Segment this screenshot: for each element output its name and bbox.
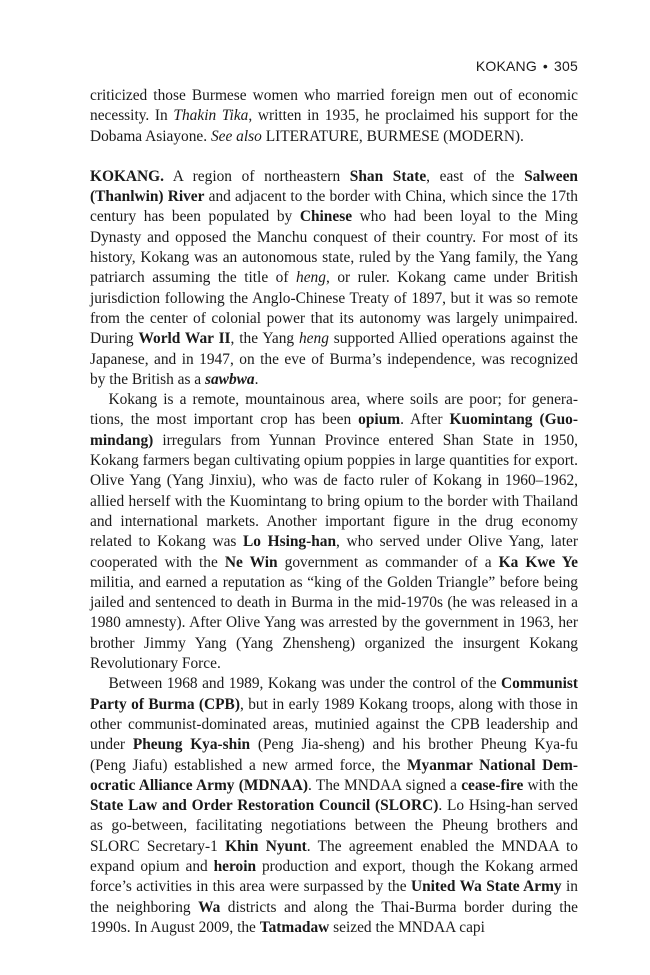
bold-term: Shan State [349, 167, 427, 185]
text-run: government as commander of a [277, 553, 499, 571]
text-run: criticized those Burmese women who married foreign men out of economic necessity. In [90, 87, 578, 125]
bold-term: State Law and Order Restoration Council (SLORC) [90, 797, 439, 815]
see-also-label: See also [210, 127, 262, 145]
text-run: , or ruler. Kokang came under British jurisdiction following the Anglo-Chinese Treaty of 1897, but it was so remote from the center of colonial power that its autonomy was largely unimpaired. During [90, 269, 578, 348]
text-run: in the neighboring [90, 878, 578, 916]
entry-paragraph-3 [90, 674, 578, 938]
text-run: irregulars from Yunnan Province entered Shan State in 1950, Kokang farmers began cultivating opium poppies in large quantities for export. Olive Yang (Yang Jinxiu), who was de facto ruler of Kokang in 1960–1962, allied herself with the Kuomintang to bring opium to the border with Thailand and international markets. Another important figure in the drug economy related to Kokang was [90, 431, 578, 551]
text-run: supported Allied operations against the Japanese, and in 1947, on the eve of Burma’s independence, was recognized by the British as a [90, 330, 578, 388]
text-run: . [254, 370, 259, 388]
text-run: , written in 1935, he proclaimed his support for the Dobama Asiayone. [90, 107, 579, 145]
text-run: districts and along the Thai-Burma border during the 1990s. In August 2009, the [90, 898, 579, 936]
previous-entry-continuation [90, 86, 578, 147]
italic-title: Thakin Tika [173, 107, 249, 125]
running-header [90, 58, 578, 74]
entry-headword: KOKANG. [90, 167, 164, 185]
text-run: . The agreement enabled the MNDAA to expand opium and [90, 837, 578, 875]
bold-term: Ne Win [224, 553, 278, 571]
text-run: , who served under Olive Yang, later cooperated with the [90, 533, 578, 571]
italic-term: heng [296, 269, 326, 287]
bold-term: heroin [213, 857, 257, 875]
text-run: . After [400, 411, 450, 429]
text-run: A region of northeastern [163, 167, 350, 185]
text-run: Between 1968 and 1989, Kokang was under the control of the [108, 675, 502, 693]
italic-term: heng [298, 330, 329, 348]
text-run: , but in early 1989 Kokang troops, along with those in other communist-dominated areas, mutinied against the CPB leadership and under [90, 695, 578, 754]
cross-reference: LITERATURE, BURMESE (MODERN). [261, 127, 524, 145]
entry-paragraph-2 [90, 390, 578, 674]
bold-term: Salween (Thanlwin) River [90, 167, 578, 206]
bold-term: Chinese [299, 208, 353, 226]
text-run: seized the MNDAA capi [329, 918, 485, 936]
bold-term: Tatmadaw [259, 918, 330, 936]
bold-term: cease-fire [461, 776, 524, 794]
text-run: (Peng Jia-sheng) and his brother Pheung Kya-fu (Peng Jiafu) established a new armed force, the [90, 736, 578, 774]
text-run: and adjacent to the border with China, which since the 17th century has been populated by [90, 188, 578, 226]
page-number: 305 [554, 58, 578, 74]
entry-paragraph-1 [90, 167, 578, 390]
text-run: , the Yang [230, 330, 299, 348]
bold-term: Khin Nyunt [225, 837, 307, 855]
text-run: with the [523, 776, 579, 794]
text-run: Kokang is a remote, mountainous area, where soils are poor; for generations, the most important crop has been [90, 391, 578, 429]
text-run: . The MNDAA signed a [307, 776, 462, 794]
bold-term: Kuomintang (Guomindang) [90, 411, 578, 449]
text-run: production and export, though the Kokang armed force’s activities in this area were surpassed by the [90, 857, 578, 896]
text-run: . Lo Hsing-han served as go-between, facilitating negotiations between the Pheung brothers and SLORC Secretary-1 [90, 797, 578, 855]
bold-italic-term: sawbwa [205, 370, 255, 388]
running-head-title: KOKANG [475, 58, 537, 74]
bold-term: Communist Party of Burma (CPB) [90, 675, 578, 713]
text-run: militia, and earned a reputation as “king of the Golden Triangle” before being jailed and sentenced to death in Burma in the mid-1970s (he was released in a 1980 amnesty). After Olive Yang was arrested by the government in 1963, her brother Jimmy Yang (Yang Zhensheng) organized the insurgent Kokang Revolutionary Force. [90, 573, 578, 673]
bold-term: Wa [198, 898, 221, 916]
bold-term: World War II [138, 330, 231, 348]
bold-term: United Wa State Army [410, 878, 562, 896]
text-run: who had been loyal to the Ming Dynasty and opposed the Manchu conquest of their country. For most of its history, Kokang was an autonomous state, ruled by the Yang family, the Yang patriarch assuming the title of [90, 208, 578, 287]
bold-term: Myanmar National Democratic Alliance Army (MDNAA) [90, 756, 578, 794]
bold-term: Lo Hsing-han [243, 533, 337, 551]
page-body [90, 86, 578, 938]
bold-term: Pheung Kya-shin [132, 736, 251, 754]
text-run: , east of the [426, 167, 525, 185]
bold-term: opium [358, 411, 401, 429]
bold-term: Ka Kwe Ye [498, 553, 578, 571]
header-separator: • [542, 58, 549, 74]
